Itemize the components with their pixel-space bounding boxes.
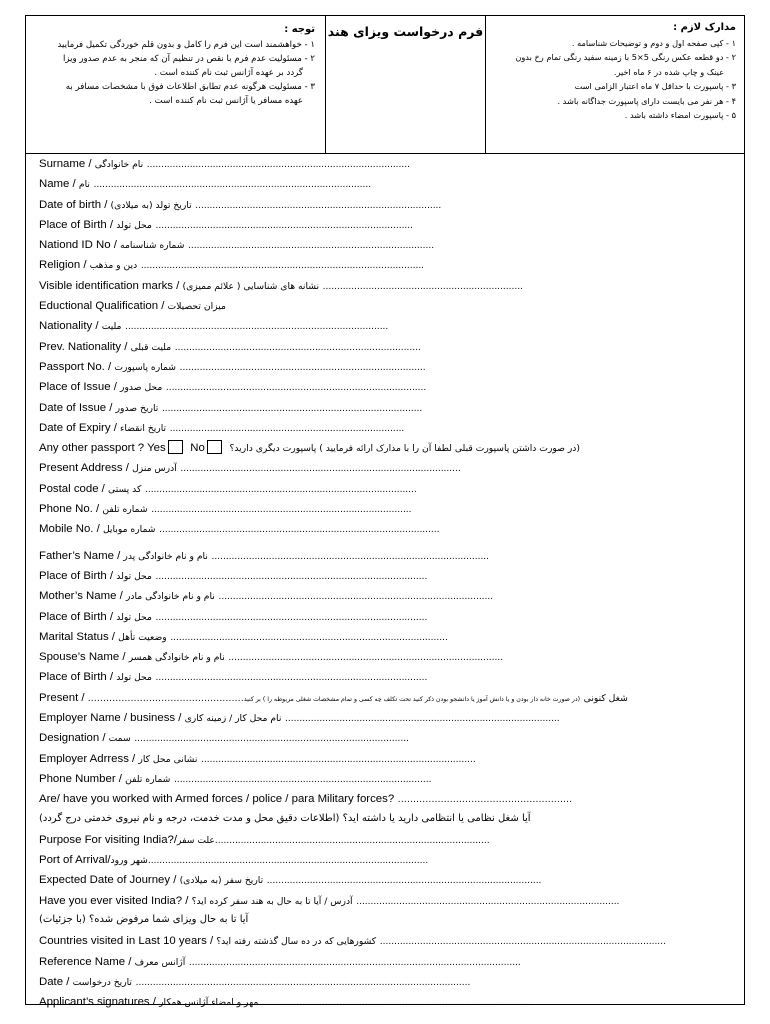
- occupation-note: (در صورت خانه دار بودن و یا دانش آموز یا دانشجو بودن ذکر کنید تحت تکلف چه کسی و تمام مشخصات شغلی مربوطه را ) بر کنید: [243, 695, 581, 703]
- field-designation[interactable]: Designation / سمت ................................................................................................: [39, 732, 409, 745]
- field-date-of-expiry[interactable]: Date of Expiry / تاریخ انقضاء ..................................................................................: [39, 421, 405, 434]
- field-name[interactable]: Name / نام .................................................................................................: [39, 178, 372, 191]
- field-phone-no[interactable]: Phone No. / شماره تلفن ...........................................................................................: [39, 503, 412, 516]
- required-docs-section: [486, 16, 744, 153]
- field-visited-india[interactable]: Have you ever visited India? / آدرس / آیا تا به حال به هند سفر کرده اید؟ ............................................................................................: [39, 894, 620, 907]
- no-label: No: [190, 442, 205, 455]
- note-line: ۳ - مسئولیت هرگونه عدم تطابق اطلاعات فوق با مشخصات مسافر به: [65, 82, 315, 92]
- field-national-id[interactable]: Nationd ID No / شماره شناسنامه ......................................................................................: [39, 239, 435, 252]
- doc-line: ۵ - پاسپورت امضاء داشته باشد .: [624, 110, 736, 121]
- visa-refused-note: آیا تا به حال ویزای شما مرفوض شده؟ (با جزئیات): [39, 913, 249, 925]
- doc-line: ۲ - دو قطعه عکس رنگی 5×5 با زمینه سفید رنگی تمام رخ بدون: [515, 52, 736, 63]
- field-spouses-name[interactable]: Spouse’s Name / نام و نام خانوادگی همسر ................................................................................................: [39, 651, 504, 664]
- form-fields: [39, 153, 739, 1011]
- field-prev-nationality[interactable]: Prev. Nationality / ملیت قبلی ......................................................................................: [39, 340, 421, 353]
- field-place-of-birth[interactable]: Place of Birth / محل تولد ..........................................................................................: [39, 218, 414, 231]
- field-marital-status[interactable]: Marital Status / وضعیت تأهل .................................................................................................: [39, 630, 448, 643]
- field-date-of-birth[interactable]: Date of birth / تاریخ تولد (به میلادی) ......................................................................................: [39, 198, 442, 211]
- notes-title: توجه :: [284, 24, 315, 35]
- field-place-of-issue[interactable]: Place of Issue / محل صدور ...........................................................................................: [39, 381, 427, 394]
- note-line: ۲ - مسئولیت عدم فرم با نقص در تنظیم آن که منجر به عدم صدور ویزا: [62, 54, 315, 64]
- field-spouse-place-of-birth[interactable]: Place of Birth / محل تولد ...............................................................................................: [39, 671, 428, 684]
- field-date[interactable]: Date / تاریخ درخواست .....................................................................................................................: [39, 975, 471, 988]
- field-fathers-name[interactable]: Father’s Name / نام و نام خانوادگی پدر .................................................................................................: [39, 549, 490, 562]
- yes-checkbox[interactable]: [168, 440, 183, 454]
- field-phone-number[interactable]: Phone Number / شماره تلفن ..........................................................................................: [39, 772, 432, 785]
- armed-forces-note: آیا شغل نظامی یا انتظامی دارید یا داشته اید؟ (اطلاعات دقیق محل و مدت خدمت، درجه و نام نیروی خدمتی درج گردد): [39, 812, 531, 824]
- field-expected-date-of-journey[interactable]: Expected Date of Journey / تاریخ سفر (به میلادی) ................................................................................................: [39, 874, 542, 887]
- form-header: [26, 16, 744, 154]
- field-present-occupation[interactable]: Present / ................................................... شغل کنونی (در صورت خانه دار بودن و یا دانش آموز یا دانشجو بودن ذکر کنید تحت تکلف چه کسی و تمام مشخصات شغلی مربوطه را ) بر کنید: [39, 691, 628, 704]
- field-reference-name[interactable]: Reference Name / آژانس معرف ....................................................................................................................: [39, 955, 521, 968]
- note-line: گردد بر عهده آژانس ثبت نام کننده است .: [154, 68, 303, 78]
- other-passport-label: Any other passport ? Yes: [39, 442, 166, 455]
- field-mothers-name[interactable]: Mother’s Name / نام و نام خانوادگی مادر ................................................................................................: [39, 590, 494, 603]
- field-employer-address[interactable]: Employer Adrress / نشانی محل کار ................................................................................................: [39, 752, 476, 765]
- field-mobile-no[interactable]: Mobile No. / شماره موبایل ..................................................................................................: [39, 523, 440, 536]
- field-employer-name[interactable]: Employer Name / business / نام محل کار / زمینه کاری ................................................................................................: [39, 712, 560, 725]
- field-mother-place-of-birth[interactable]: Place of Birth / محل تولد ...............................................................................................: [39, 610, 428, 623]
- doc-line: ۴ - هر نفر می بایست دارای پاسپورت جداگانه باشد .: [557, 95, 736, 106]
- field-surname[interactable]: Surname / نام خانوادگی ............................................................................................: [39, 158, 410, 170]
- form-frame: [25, 15, 745, 1009]
- field-applicant-signature[interactable]: Applicant’s signatures / مهر و امضاء آژانس همکار ...............................................................................................: [39, 996, 534, 1009]
- field-educational-qualification[interactable]: Eductional Qualification / میزان تحصیلات: [39, 300, 226, 313]
- field-present-address[interactable]: Present Address / آدرس منزل ..................................................................................................: [39, 462, 461, 475]
- field-other-passport: [39, 437, 739, 457]
- note-line: عهده مسافر یا آژانس ثبت نام کننده است .: [149, 96, 303, 106]
- no-checkbox[interactable]: [207, 440, 222, 454]
- field-purpose-of-visit[interactable]: Purpose For visiting India?/علت سفر................................................................................................: [39, 833, 490, 846]
- field-nationality[interactable]: Nationality / ملیت ............................................................................................: [39, 320, 389, 333]
- doc-line: عینک و چاپ شده در ۶ ماه اخیر.: [613, 66, 724, 77]
- field-religion[interactable]: Religion / دین و مذهب ...................................................................................................: [39, 259, 425, 272]
- form-title: فرم درخواست ویزای هند: [326, 16, 486, 153]
- field-postal-code[interactable]: Postal code / کد پستی ...............................................................................................: [39, 482, 417, 495]
- field-identification-marks[interactable]: Visible identification marks / نشانه های شناسایی ( علائم ممیزی) ......................................................................: [39, 279, 523, 292]
- field-armed-forces[interactable]: Are/ have you worked with Armed forces / police / para Military forces? .........................................................: [39, 793, 573, 806]
- other-passport-note: (در صورت داشتن پاسپورت قبلی لطفا آن را با مدارک ارائه فرمایید ) پاسپورت دیگری دارید؟: [229, 443, 580, 455]
- field-port-of-arrival[interactable]: Port of Arrival/شهر ورود..................................................................................................: [39, 854, 429, 867]
- doc-line: ۳ - پاسپورت با حداقل ۷ ماه اعتبار الزامی است: [574, 81, 736, 92]
- field-countries-visited[interactable]: Countries visited in Last 10 years / کشورهایی که در ده سال گذشته رفته اید؟ ....................................................................................................: [39, 935, 666, 948]
- field-passport-no[interactable]: Passport No. / شماره پاسپورت ......................................................................................: [39, 360, 426, 373]
- doc-line: ۱ - کپی صفحه اول و دوم و توضیحات شناسامه .: [571, 38, 736, 48]
- field-father-place-of-birth[interactable]: Place of Birth / محل تولد ...............................................................................................: [39, 569, 428, 582]
- notes-section: [26, 16, 326, 153]
- field-date-of-issue[interactable]: Date of Issue / تاریخ صدور ...........................................................................................: [39, 401, 423, 414]
- note-line: ۱ - خواهشمند است این فرم را کامل و بدون قلم خوردگی تکمیل فرمایید: [57, 40, 315, 50]
- docs-title: مدارک لازم :: [673, 22, 736, 33]
